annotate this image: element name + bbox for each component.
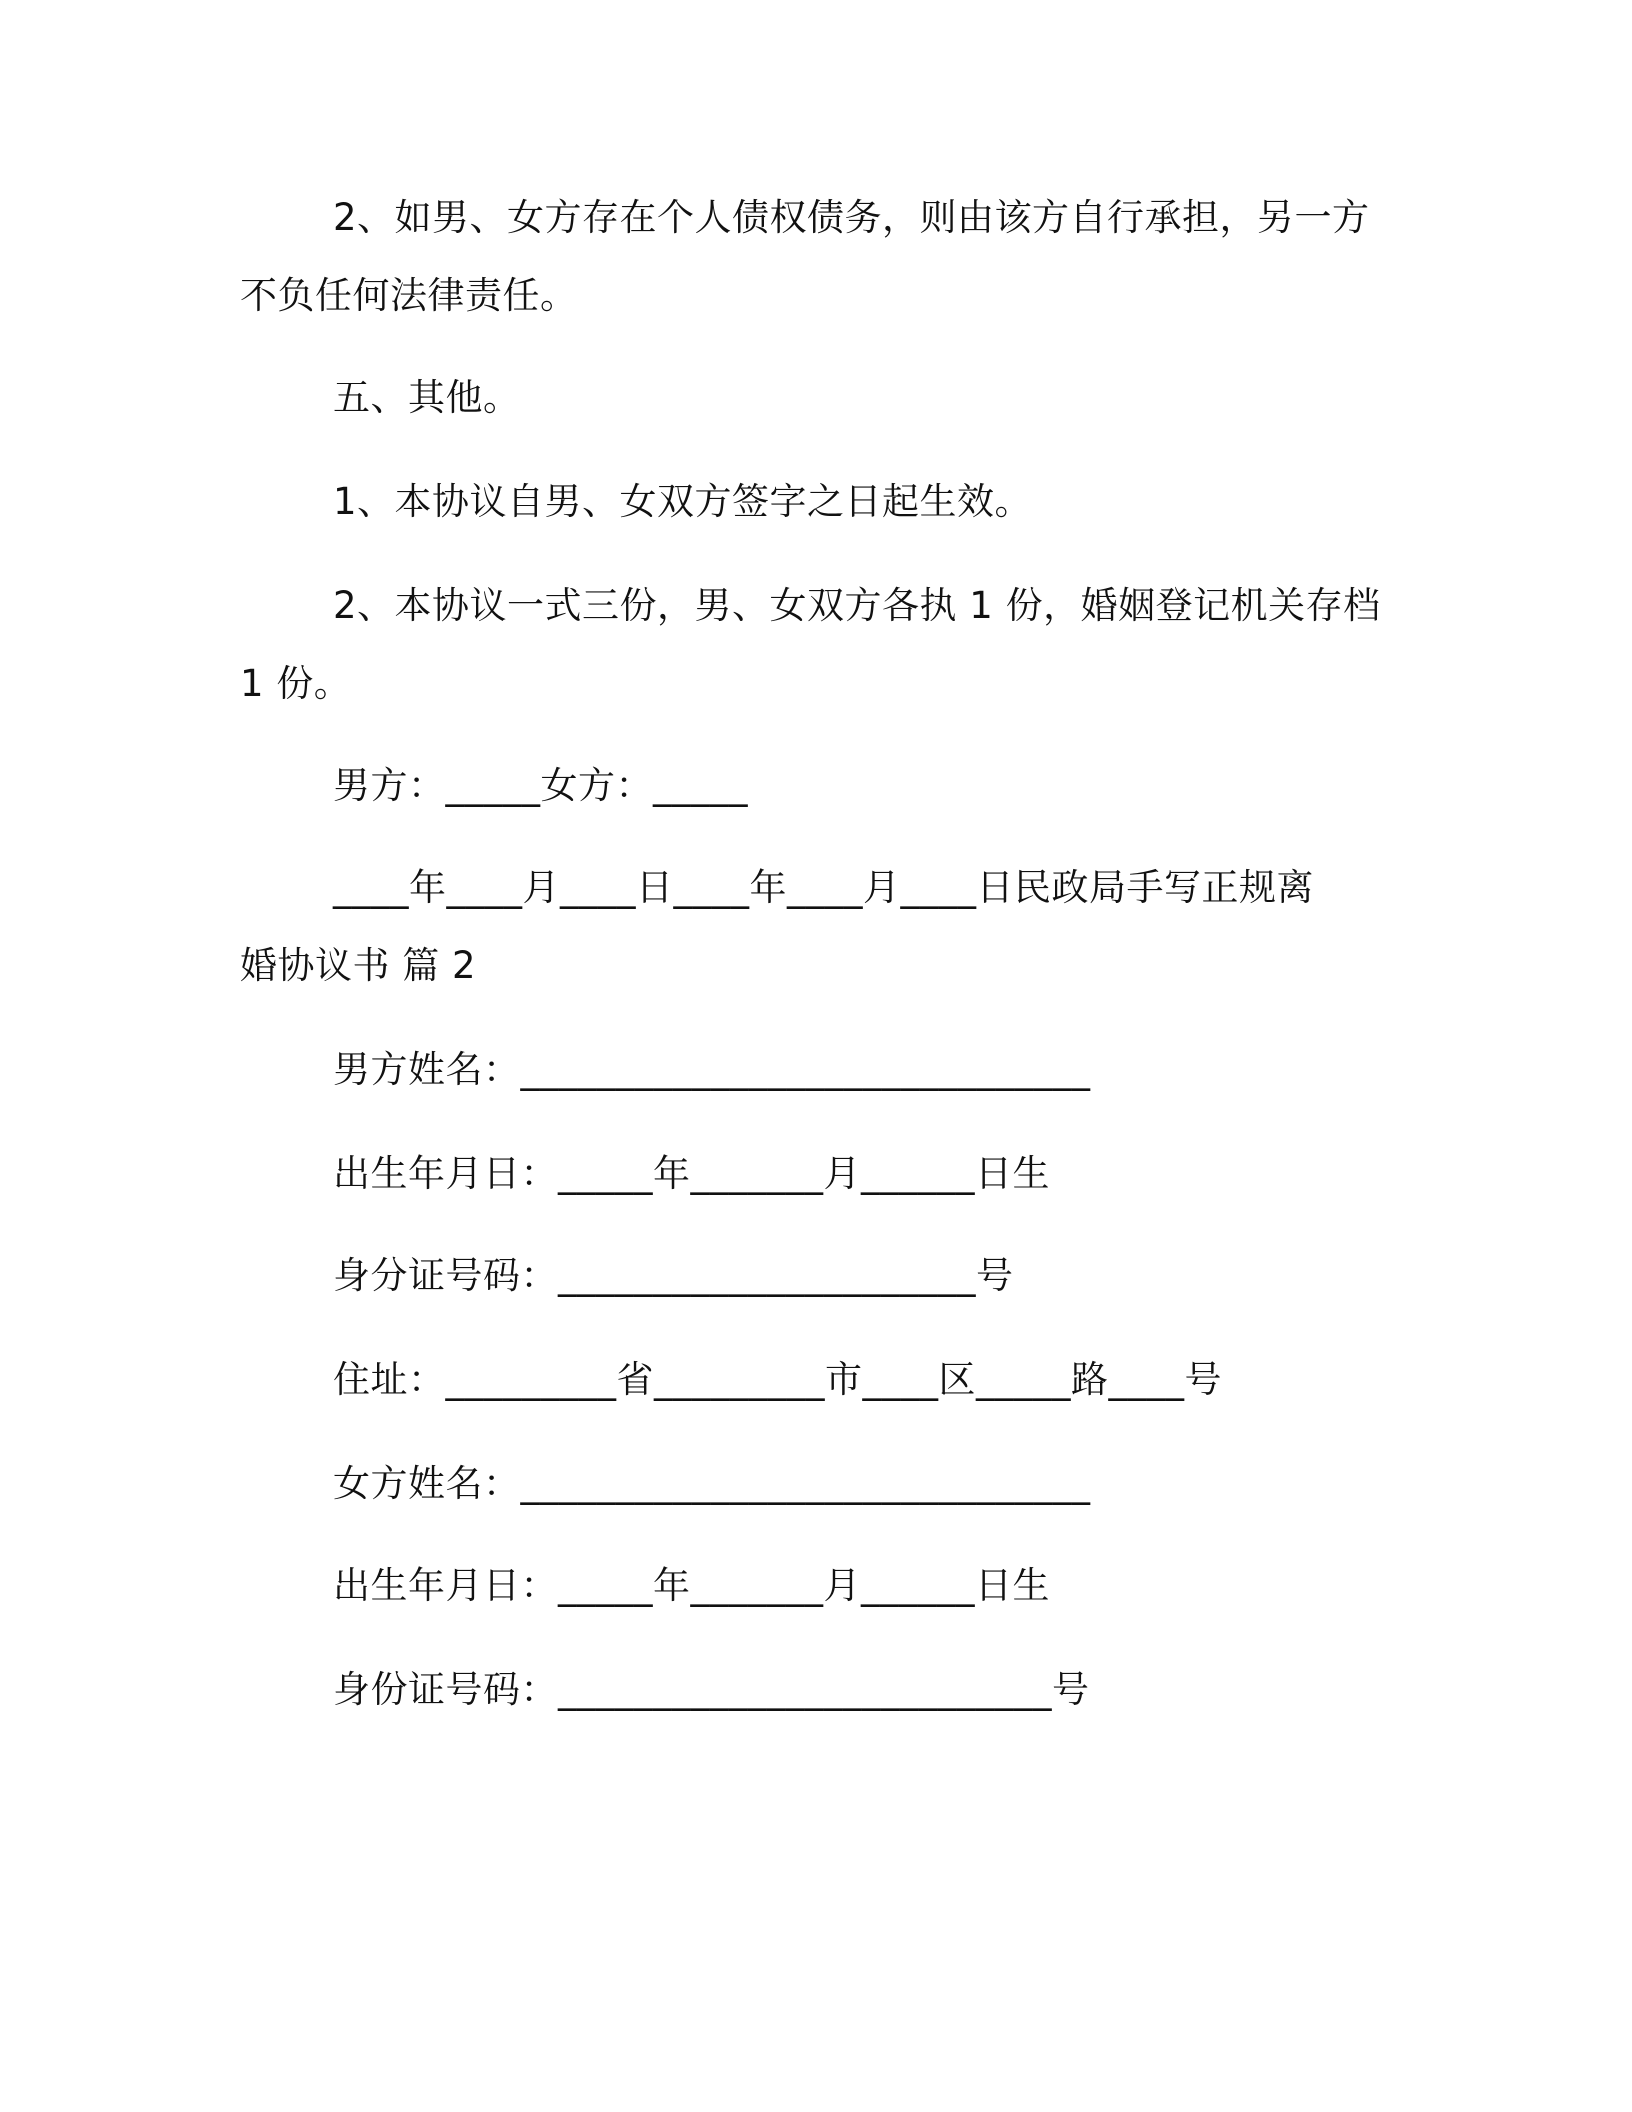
date-line: ____年____月____日____年____月____日民政局手写正规离: [333, 866, 1314, 909]
male-birthdate-field: 出生年月日：_____年_______月______日生: [333, 1152, 1050, 1195]
clause-copies-line-1: 2、本协议一式三份，男、女双方各执 1 份，婚姻登记机关存档: [333, 584, 1381, 627]
signature-line: 男方：_____女方：_____: [333, 764, 748, 807]
female-name-field: 女方姓名：______________________________: [333, 1462, 1091, 1505]
male-address-field: 住址：_________省_________市____区_____路____号: [333, 1358, 1222, 1401]
clause-copies-line-2: 1 份。: [240, 662, 352, 705]
clause-debt-line-1: 2、如男、女方存在个人债权债务，则由该方自行承担，另一方: [333, 196, 1370, 239]
female-birthdate-field: 出生年月日：_____年_______月______日生: [333, 1564, 1050, 1607]
clause-effective: 1、本协议自男、女双方签字之日起生效。: [333, 480, 1033, 523]
male-id-field: 身分证号码：______________________号: [333, 1254, 1014, 1297]
section-title: 婚协议书 篇 2: [240, 944, 477, 987]
section-other-heading: 五、其他。: [333, 376, 521, 419]
clause-debt-line-2: 不负任何法律责任。: [240, 274, 578, 317]
male-name-field: 男方姓名：______________________________: [333, 1048, 1091, 1091]
female-id-field: 身份证号码：__________________________号: [333, 1668, 1090, 1711]
